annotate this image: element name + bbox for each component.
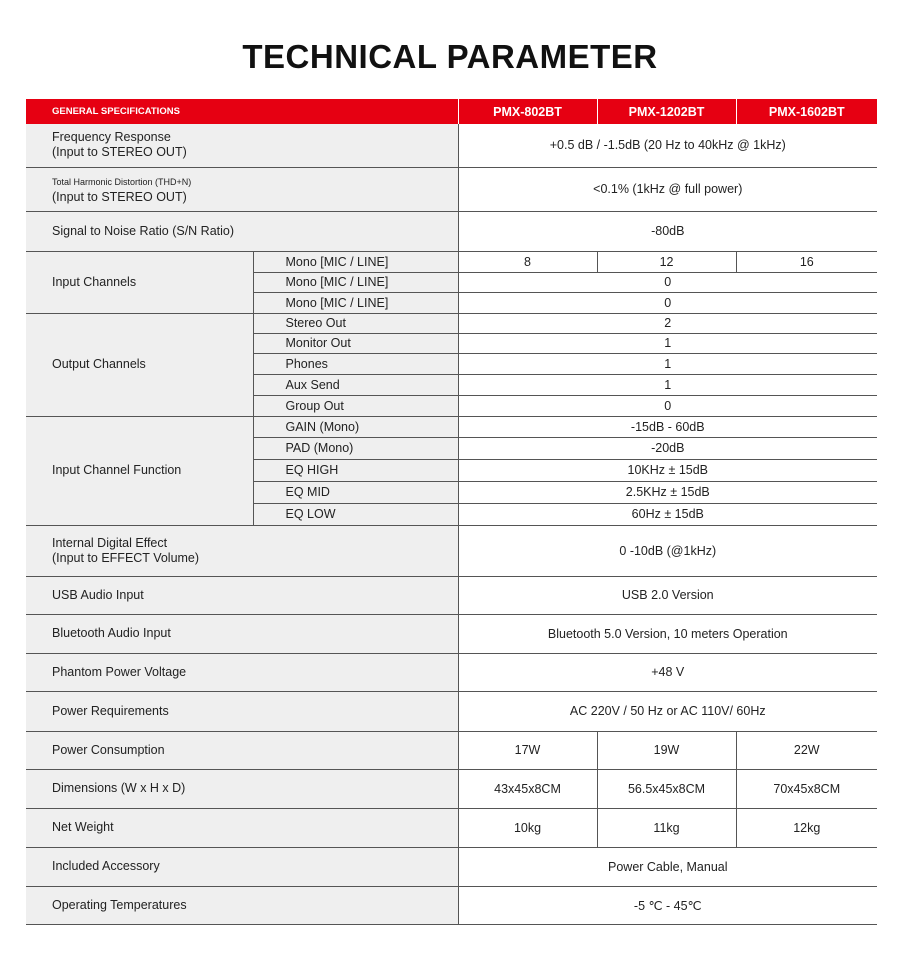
row-label: [26, 525, 458, 576]
row-label: [26, 167, 458, 211]
row-value: Bluetooth 5.0 Version, 10 meters Operation: [458, 614, 877, 653]
row-value: 10KHz ± 15dB: [458, 459, 877, 481]
row-value: <0.1% (1kHz @ full power): [458, 167, 877, 211]
row-value: 1: [458, 333, 877, 353]
table-row: [26, 808, 877, 847]
row-value: 17W: [458, 731, 597, 769]
sub-label: Mono [MIC / LINE]: [253, 272, 458, 292]
sub-label: Mono [MIC / LINE]: [253, 251, 458, 272]
row-label: Net Weight: [26, 808, 458, 847]
table-row: [26, 886, 877, 924]
row-value: 0: [458, 292, 877, 313]
row-label: Phantom Power Voltage: [26, 653, 458, 691]
row-value: 2: [458, 313, 877, 333]
row-value: 0: [458, 272, 877, 292]
row-value: -80dB: [458, 211, 877, 251]
table-row: [26, 416, 877, 437]
group-label: Input Channel Function: [26, 416, 253, 525]
sub-label: Stereo Out: [253, 313, 458, 333]
header-row: [26, 99, 877, 124]
row-label: Signal to Noise Ratio (S/N Ratio): [26, 211, 458, 251]
sub-label: EQ HIGH: [253, 459, 458, 481]
table-row: [26, 769, 877, 808]
table-row: [26, 211, 877, 251]
row-label: Included Accessory: [26, 847, 458, 886]
row-value: 70x45x8CM: [736, 769, 877, 808]
row-value: 60Hz ± 15dB: [458, 503, 877, 525]
group-label: Output Channels: [26, 313, 253, 416]
row-value: 12kg: [736, 808, 877, 847]
sub-label: Phones: [253, 353, 458, 374]
table-row: [26, 251, 877, 272]
row-value: -5 ℃ - 45℃: [458, 886, 877, 924]
general-spec-header: GENERAL SPECIFICATIONS: [26, 99, 458, 124]
row-value: 12: [597, 251, 736, 272]
label-line: (Input to STEREO OUT): [52, 145, 187, 160]
row-value: 10kg: [458, 808, 597, 847]
row-value: 1: [458, 353, 877, 374]
row-value: +48 V: [458, 653, 877, 691]
label-line: Frequency Response: [52, 130, 171, 145]
row-value: 8: [458, 251, 597, 272]
sub-label: GAIN (Mono): [253, 416, 458, 437]
row-value: -20dB: [458, 437, 877, 459]
row-value: 0 -10dB (@1kHz): [458, 525, 877, 576]
table-row: [26, 653, 877, 691]
row-label: Power Requirements: [26, 691, 458, 731]
table-row: [26, 576, 877, 614]
row-value: 56.5x45x8CM: [597, 769, 736, 808]
sub-label: EQ LOW: [253, 503, 458, 525]
row-label: Power Consumption: [26, 731, 458, 769]
row-value: 16: [736, 251, 877, 272]
row-label: [26, 124, 458, 167]
table-row: [26, 167, 877, 211]
label-line: (Input to STEREO OUT): [52, 189, 187, 204]
row-value: 43x45x8CM: [458, 769, 597, 808]
sub-label: Group Out: [253, 395, 458, 416]
row-value: 0: [458, 395, 877, 416]
row-value: 2.5KHz ± 15dB: [458, 481, 877, 503]
row-label: Bluetooth Audio Input: [26, 614, 458, 653]
label-line: Internal Digital Effect: [52, 535, 168, 550]
model-header: PMX-1202BT: [597, 99, 736, 124]
row-value: Power Cable, Manual: [458, 847, 877, 886]
row-value: AC 220V / 50 Hz or AC 110V/ 60Hz: [458, 691, 877, 731]
table-row: [26, 847, 877, 886]
row-value: -15dB - 60dB: [458, 416, 877, 437]
table-row: [26, 525, 877, 576]
row-label: USB Audio Input: [26, 576, 458, 614]
row-value: +0.5 dB / -1.5dB (20 Hz to 40kHz @ 1kHz): [458, 124, 877, 167]
table-row: [26, 614, 877, 653]
row-value: USB 2.0 Version: [458, 576, 877, 614]
table-row: [26, 124, 877, 167]
table-row: [26, 731, 877, 769]
label-line: (Input to EFFECT Volume): [52, 550, 200, 565]
spec-table: [26, 99, 877, 925]
sub-label: Aux Send: [253, 374, 458, 395]
label-line: Total Harmonic Distortion (THD+N): [52, 176, 192, 187]
sub-label: EQ MID: [253, 481, 458, 503]
model-header: PMX-1602BT: [736, 99, 877, 124]
row-label: Operating Temperatures: [26, 886, 458, 924]
row-value: 1: [458, 374, 877, 395]
row-value: 22W: [736, 731, 877, 769]
sub-label: Mono [MIC / LINE]: [253, 292, 458, 313]
row-value: 19W: [597, 731, 736, 769]
sub-label: PAD (Mono): [253, 437, 458, 459]
page-title: TECHNICAL PARAMETER: [242, 38, 658, 75]
row-value: 11kg: [597, 808, 736, 847]
group-label: Input Channels: [26, 251, 253, 313]
table-row: [26, 313, 877, 333]
table-row: [26, 691, 877, 731]
sub-label: Monitor Out: [253, 333, 458, 353]
model-header: PMX-802BT: [458, 99, 597, 124]
row-label: Dimensions (W x H x D): [26, 769, 458, 808]
